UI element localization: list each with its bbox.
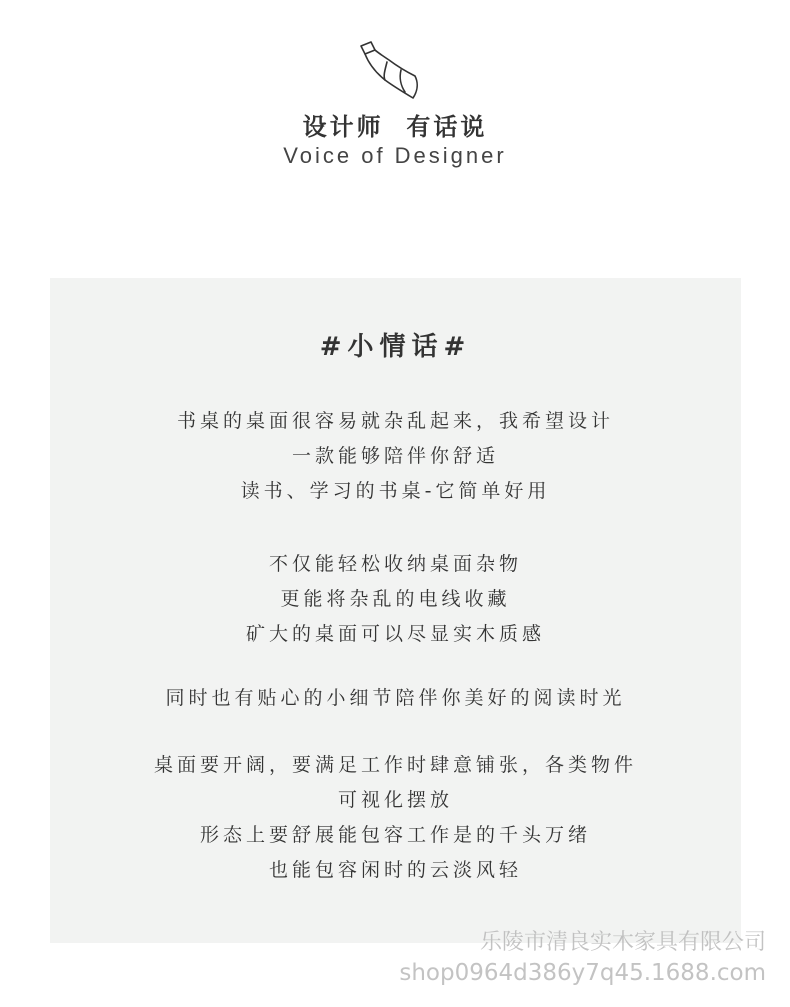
paragraph-line: 形态上要舒展能包容工作是的千头万绪: [199, 824, 591, 846]
paragraph-1: [50, 404, 741, 509]
paragraph-line: 可视化摆放: [337, 789, 453, 811]
watermark-company: 乐陵市清良实木家具有限公司: [479, 930, 766, 955]
header-title-en: Voice of Designer: [283, 143, 507, 168]
necktie-icon: [355, 40, 425, 102]
watermark-url: shop0964d386y7q45.1688.com: [399, 960, 766, 986]
paragraph-line: 同时也有贴心的小细节陪伴你美好的阅读时光: [165, 687, 626, 709]
paragraph-3: [50, 681, 741, 716]
paragraph-line: 读书、学习的书桌-它简单好用: [240, 480, 551, 502]
paragraph-line: 矿大的桌面可以尽显实木质感: [245, 623, 545, 645]
paragraph-line: 书桌的桌面很容易就杂乱起来，我希望设计: [176, 410, 614, 432]
panel-heading: #小情话#: [319, 332, 472, 362]
paragraph-line: 桌面要开阔，要满足工作时肆意铺张，各类物件: [153, 754, 637, 776]
header-title-cn: 设计师 有话说: [302, 113, 488, 141]
designer-note-panel: [50, 278, 741, 943]
paragraph-line: 更能将杂乱的电线收藏: [280, 588, 511, 610]
paragraph-line: 不仅能轻松收纳桌面杂物: [268, 553, 522, 575]
paragraph-line: 一款能够陪伴你舒适: [291, 445, 499, 467]
paragraph-line: 也能包容闲时的云淡风轻: [268, 859, 522, 881]
paragraph-2: [50, 547, 741, 652]
paragraph-4: [50, 748, 741, 888]
